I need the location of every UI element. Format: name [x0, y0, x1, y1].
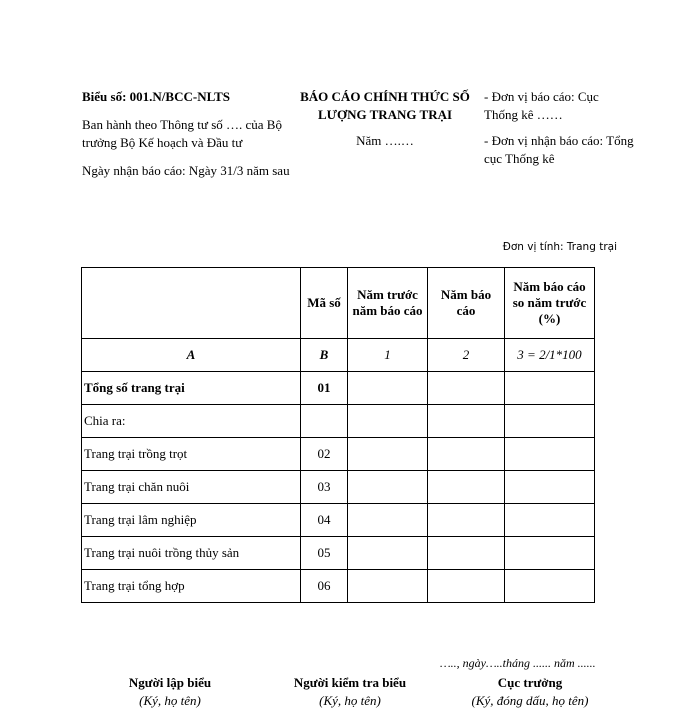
data-cell[interactable] — [505, 405, 595, 438]
table-row — [82, 372, 595, 405]
data-cell[interactable] — [505, 438, 595, 471]
row-label: Trang trại chăn nuôi — [82, 471, 301, 504]
signer-note: (Ký, họ tên) — [319, 693, 381, 708]
row-label: Trang trại nuôi trồng thủy sản — [82, 537, 301, 570]
data-cell[interactable] — [428, 504, 505, 537]
data-cell[interactable] — [505, 504, 595, 537]
header-cell: Năm trước năm báo cáo — [348, 268, 428, 339]
header-center — [290, 88, 480, 150]
data-cell[interactable] — [428, 372, 505, 405]
table-row — [82, 438, 595, 471]
receiving-unit: - Đơn vị nhận báo cáo: Tổng cục Thống kê — [484, 133, 634, 166]
data-cell[interactable] — [348, 405, 428, 438]
signer-checker — [270, 674, 430, 710]
signer-director — [445, 674, 615, 710]
data-cell[interactable] — [505, 372, 595, 405]
form-number: Biểu số: 001.N/BCC-NLTS — [82, 89, 230, 104]
header-cell — [82, 268, 301, 339]
table-row — [82, 537, 595, 570]
code-cell: B — [301, 339, 348, 372]
data-cell[interactable] — [348, 504, 428, 537]
code-cell: A — [82, 339, 301, 372]
row-label: Trang trại tổng hợp — [82, 570, 301, 603]
header-right — [484, 88, 634, 176]
signer-note: (Ký, họ tên) — [139, 693, 201, 708]
header-cell: Mã số — [301, 268, 348, 339]
header-cell: Năm báo cáo — [428, 268, 505, 339]
data-cell[interactable] — [505, 570, 595, 603]
header-cell: Năm báo cáo so năm trước (%) — [505, 268, 595, 339]
signer-title: Cục trưởng — [497, 675, 563, 690]
code-cell: 2 — [428, 339, 505, 372]
data-cell[interactable] — [428, 570, 505, 603]
header-left — [82, 88, 297, 190]
row-label: Trang trại trồng trọt — [82, 438, 301, 471]
receive-date: Ngày nhận báo cáo: Ngày 31/3 năm sau — [82, 163, 290, 178]
report-year: Năm ….… — [356, 133, 414, 148]
report-title: BÁO CÁO CHÍNH THỨC SỐ LƯỢNG TRANG TRẠI — [300, 89, 470, 122]
report-table — [81, 267, 595, 603]
row-label: Chia ra: — [82, 405, 301, 438]
data-cell[interactable] — [348, 372, 428, 405]
issued-by: Ban hành theo Thông tư số …. của Bộ trưởng Bộ Kế hoạch và Đầu tư — [82, 117, 282, 150]
row-label: Trang trại lâm nghiệp — [82, 504, 301, 537]
code-cell: 3 = 2/1*100 — [505, 339, 595, 372]
code-cell: 1 — [348, 339, 428, 372]
signer-title: Người lập biểu — [128, 675, 212, 690]
row-code: 01 — [301, 372, 348, 405]
signer-note: (Ký, đóng dấu, họ tên) — [471, 693, 589, 708]
data-cell[interactable] — [428, 405, 505, 438]
row-code: 04 — [301, 504, 348, 537]
data-cell[interactable] — [348, 537, 428, 570]
table-row — [82, 405, 595, 438]
row-code: 02 — [301, 438, 348, 471]
data-cell[interactable] — [428, 471, 505, 504]
row-code: 06 — [301, 570, 348, 603]
unit-label: Đơn vị tính: Trang trại — [502, 241, 617, 253]
table-row — [82, 570, 595, 603]
signer-title: Người kiểm tra biểu — [293, 675, 407, 690]
footer-date-line: ….., ngày…..tháng ...... năm ...... — [440, 656, 596, 670]
data-cell[interactable] — [505, 471, 595, 504]
data-cell[interactable] — [348, 471, 428, 504]
row-code — [301, 405, 348, 438]
row-code: 03 — [301, 471, 348, 504]
table-row — [82, 504, 595, 537]
table-row — [82, 471, 595, 504]
table-header-row — [82, 268, 595, 339]
data-cell[interactable] — [428, 438, 505, 471]
table-code-row — [82, 339, 595, 372]
signer-preparer — [100, 674, 240, 710]
reporting-unit: - Đơn vị báo cáo: Cục Thống kê …… — [484, 89, 599, 122]
data-cell[interactable] — [505, 537, 595, 570]
data-cell[interactable] — [348, 438, 428, 471]
data-cell[interactable] — [348, 570, 428, 603]
data-cell[interactable] — [428, 537, 505, 570]
row-label: Tổng số trang trại — [82, 372, 301, 405]
row-code: 05 — [301, 537, 348, 570]
